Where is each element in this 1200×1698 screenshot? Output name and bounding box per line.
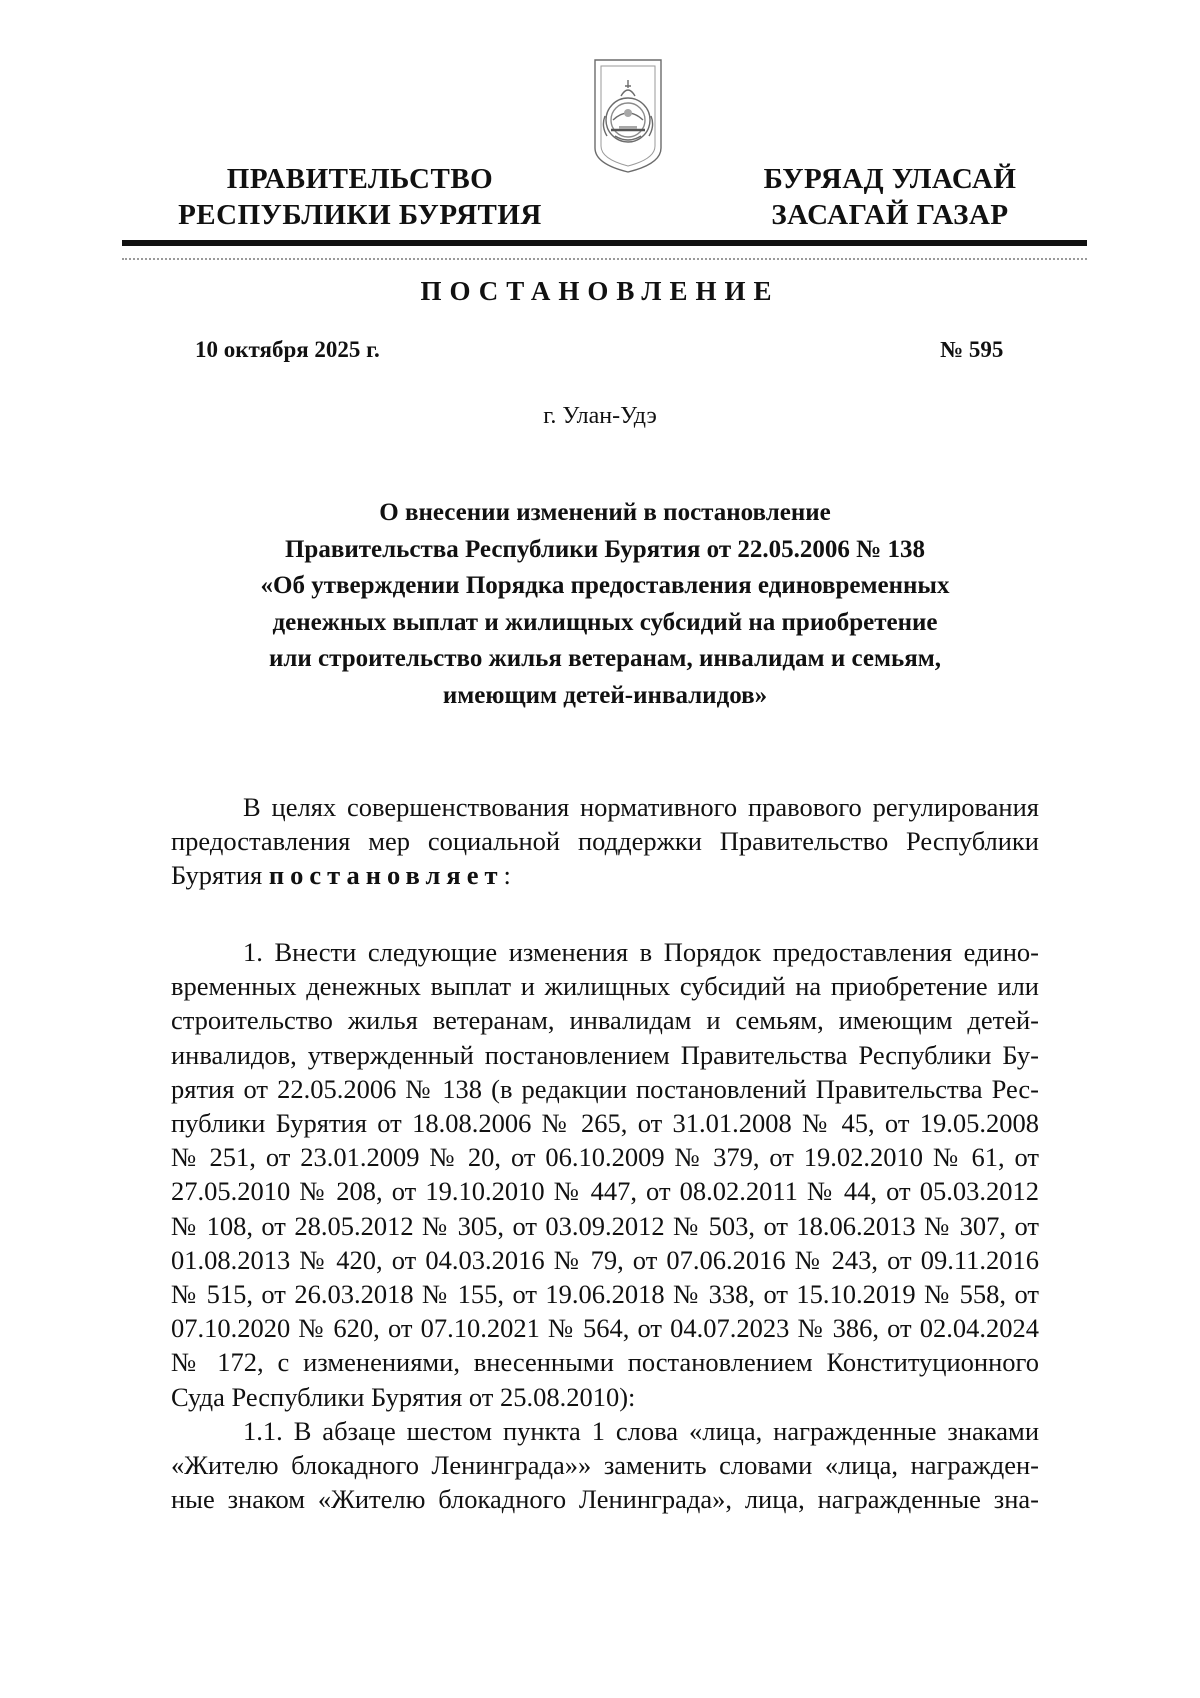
paragraph-line: 1.1. В абзаце шестом пункта 1 слова «лица, награжденные знаками: [243, 1415, 1039, 1446]
paragraph-line: № 108, от 28.05.2012 № 305, от 03.09.2012 № 503, от 18.06.2013 № 307, от: [171, 1210, 1039, 1241]
paragraph-line: временных денежных выплат и жилищных субсидий на приобретение или: [171, 971, 1039, 1002]
document-number: № 595: [940, 337, 1004, 362]
paragraph-line: № 251, от 23.01.2009 № 20, от 06.10.2009 № 379, от 19.02.2010 № 61, от: [171, 1142, 1039, 1173]
paragraph-line: строительство жилья ветеранам, инвалидам и семьям, имеющим детей-: [171, 1005, 1039, 1036]
header-divider-thick: [122, 240, 1087, 246]
document-city: г. Улан-Удэ: [543, 403, 657, 429]
document-title-line: «Об утверждении Порядка предоставления единовременных: [260, 572, 950, 600]
organization-name-russian-line1: ПРАВИТЕЛЬСТВО: [226, 163, 494, 195]
paragraph-line: 07.10.2020 № 620, от 07.10.2021 № 564, от 04.07.2023 № 386, от 02.04.2024: [171, 1313, 1039, 1344]
document-date: 10 октября 2025 г.: [195, 337, 380, 362]
organization-name-russian: [170, 161, 550, 233]
paragraph-line: № 515, от 26.03.2018 № 155, от 19.06.2018 № 338, от 15.10.2019 № 558, от: [171, 1279, 1039, 1310]
coat-of-arms-emblem: [591, 56, 665, 174]
document-title-line: или строительство жилья ветеранам, инвалидам и семьям,: [268, 645, 942, 673]
document-type-heading: ПОСТАНОВЛЕНИЕ: [420, 276, 780, 306]
preamble-paragraph: [171, 790, 1039, 893]
paragraph-line: 27.05.2010 № 208, от 19.10.2010 № 447, от 08.02.2011 № 44, от 05.03.2012: [171, 1176, 1039, 1207]
paragraph-line: 1. Внести следующие изменения в Порядок предоставления едино-: [243, 937, 1039, 967]
paragraph-line: В целях совершенствования нормативного правового регулирования: [243, 792, 1039, 822]
document-title: [170, 495, 1040, 715]
paragraph-line: «Жителю блокадного Ленинграда»» заменить словами «лица, награжден-: [171, 1450, 1039, 1481]
resolution-keyword: постановляет: [268, 860, 504, 891]
organization-name-buryat-line1: БУРЯАД УЛАСАЙ: [763, 163, 1017, 195]
header-divider-thin: [122, 258, 1087, 260]
organization-name-buryat: [740, 161, 1040, 233]
paragraph-line: 01.08.2013 № 420, от 04.03.2016 № 79, от 07.06.2016 № 243, от 09.11.2016: [171, 1244, 1039, 1275]
document-title-line: О внесении изменений в постановление: [379, 499, 831, 526]
document-title-line: имеющим детей-инвалидов»: [442, 681, 768, 709]
item-1-paragraph: [171, 935, 1039, 1516]
organization-name-buryat-line2: ЗАСАГАЙ ГАЗАР: [771, 199, 1009, 231]
paragraph-line: [171, 858, 1039, 892]
paragraph-line: Суда Республики Бурятия от 25.08.2010):: [171, 1381, 636, 1412]
document-title-line: Правительства Республики Бурятия от 22.05.2006 № 138: [284, 535, 925, 563]
paragraph-line: инвалидов, утвержденный постановлением Правительства Республики Бу-: [171, 1039, 1039, 1070]
paragraph-line: рятия от 22.05.2006 № 138 (в редакции постановлений Правительства Рес-: [171, 1073, 1039, 1104]
preamble-prefix: Бурятия: [171, 860, 269, 891]
paragraph-line: ные знаком «Жителю блокадного Ленинграда», лица, награжденные зна-: [171, 1484, 1039, 1515]
preamble-suffix: :: [503, 860, 511, 891]
paragraph-line: № 172, с изменениями, внесенными постановлением Конституционного: [171, 1347, 1039, 1378]
document-title-line: денежных выплат и жилищных субсидий на приобретение: [272, 608, 938, 636]
organization-name-russian-line2: РЕСПУБЛИКИ БУРЯТИЯ: [178, 199, 542, 231]
paragraph-line: публики Бурятия от 18.08.2006 № 265, от 31.01.2008 № 45, от 19.05.2008: [171, 1108, 1039, 1139]
paragraph-line: предоставления мер социальной поддержки Правительство Республики: [171, 826, 1039, 857]
